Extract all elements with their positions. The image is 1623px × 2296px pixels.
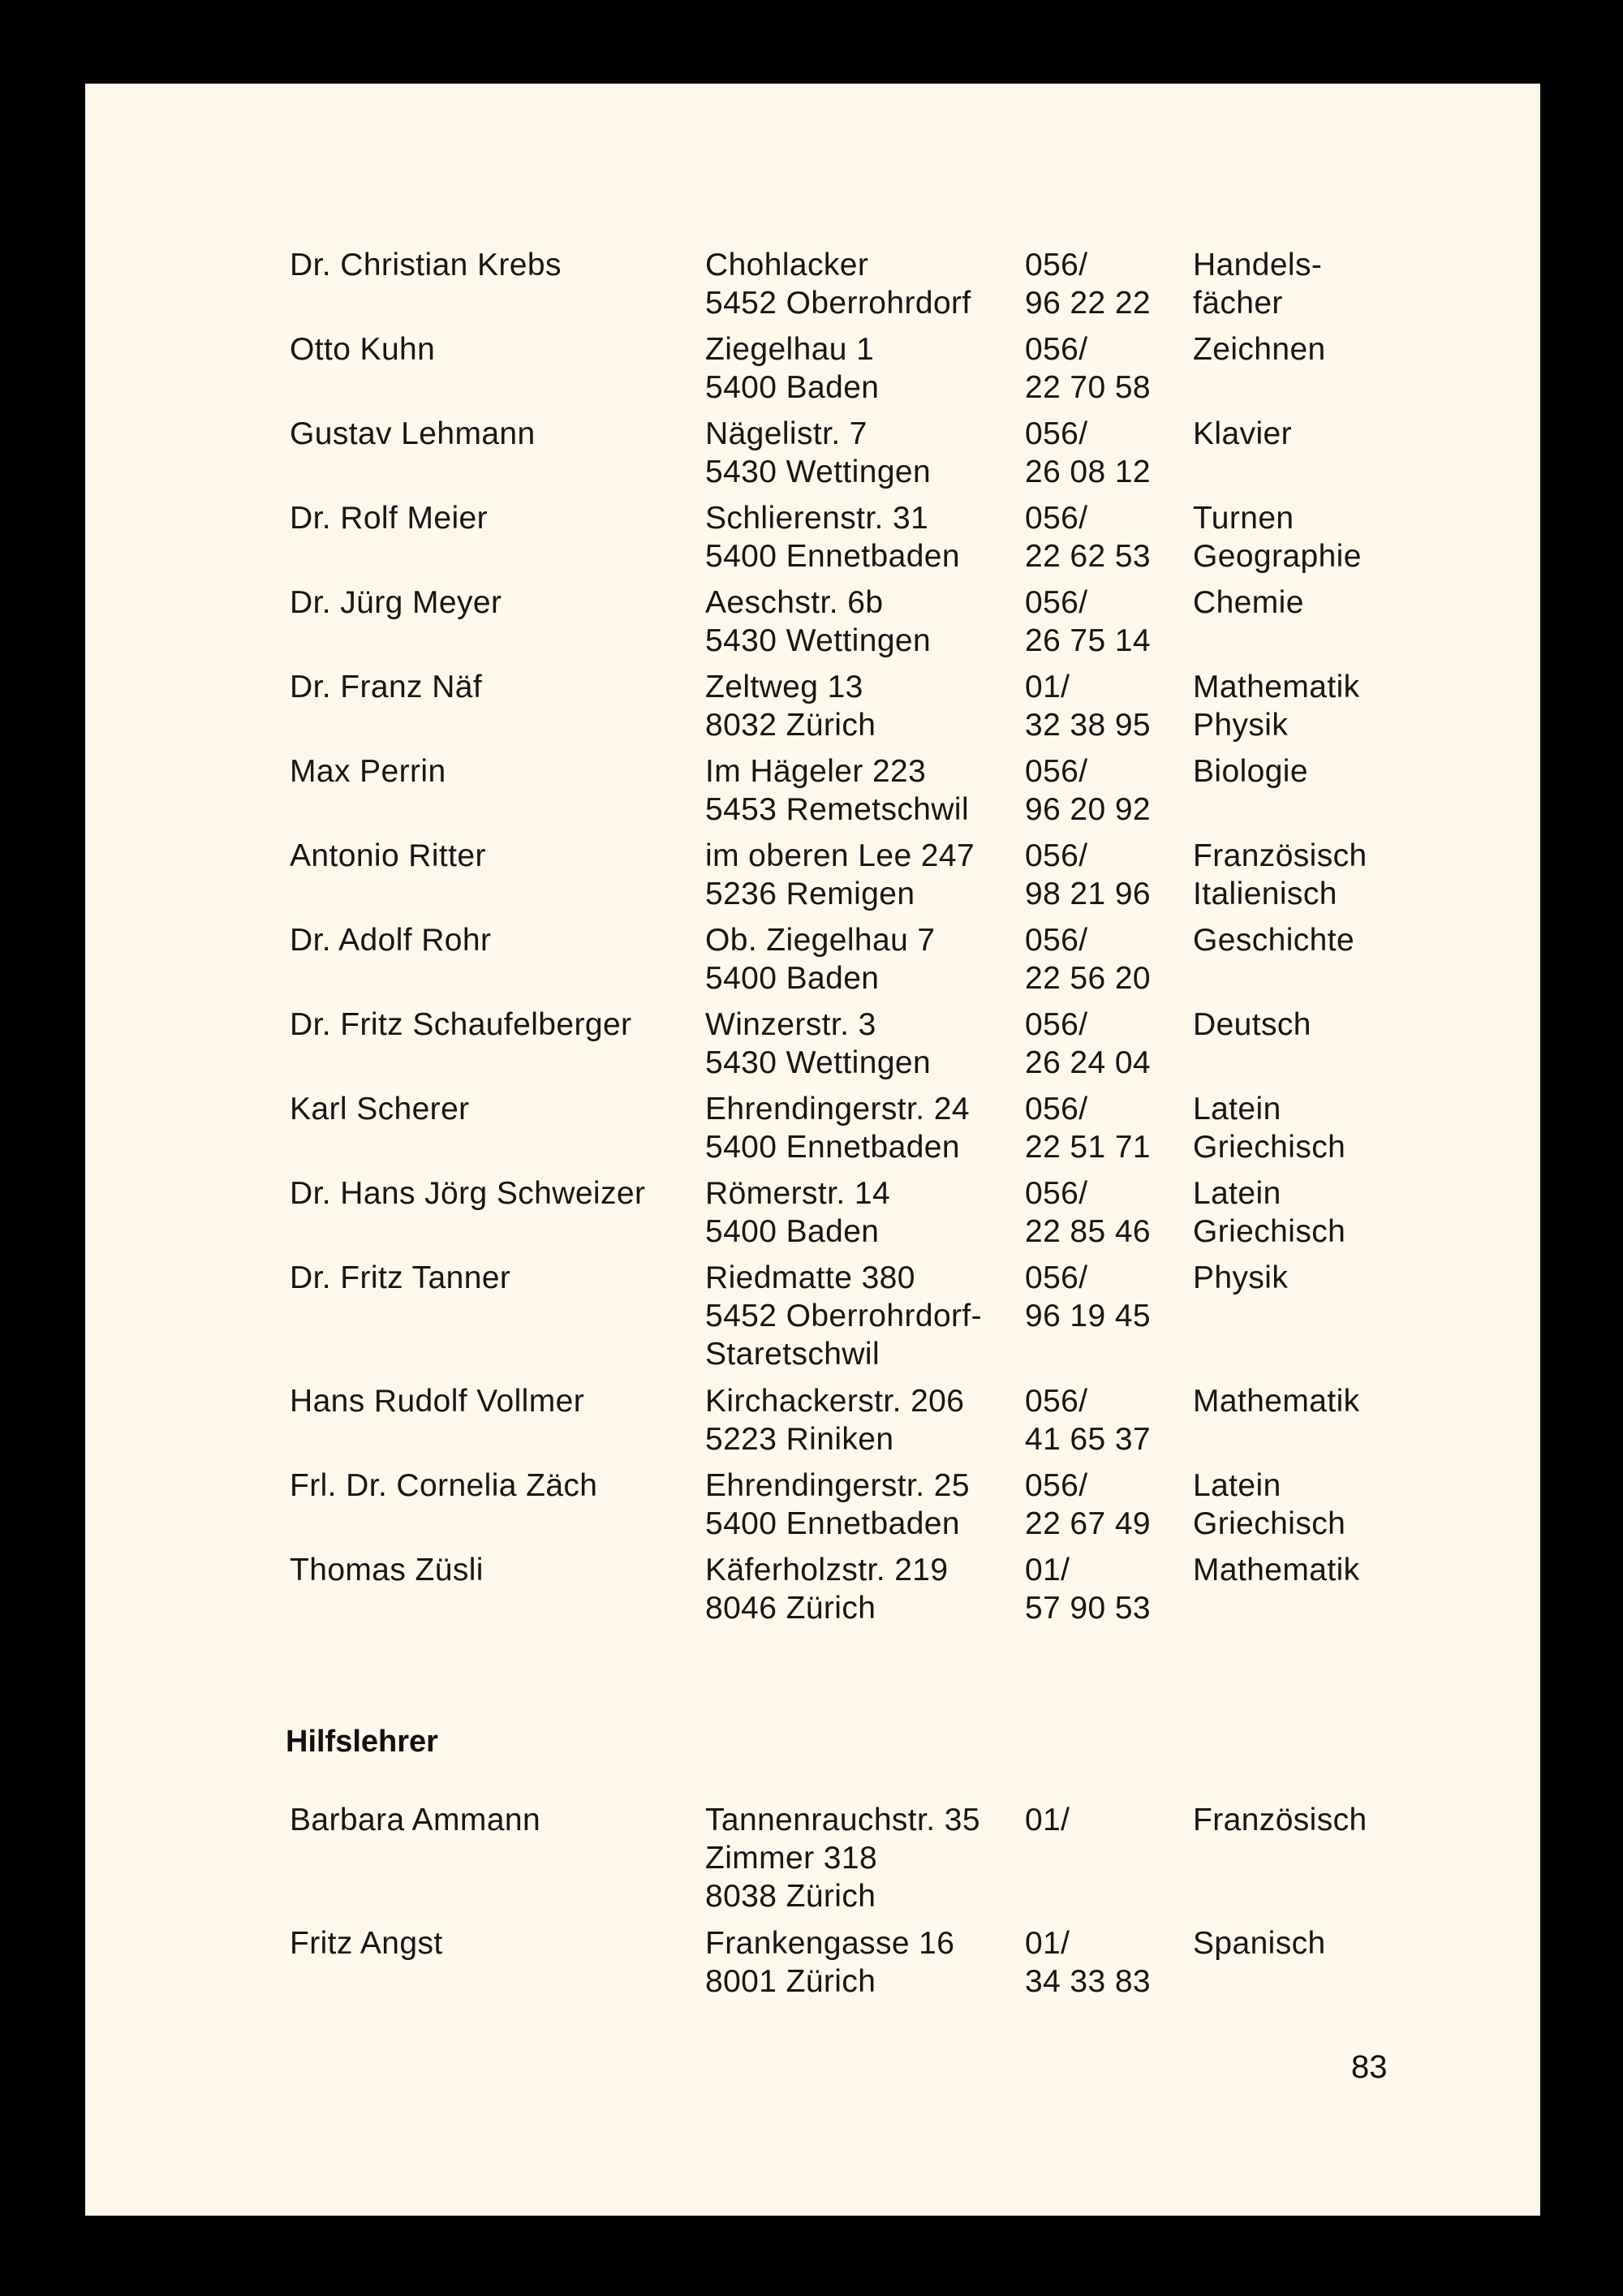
phone-line: 01/ [1025, 670, 1070, 704]
phone-cell [1025, 921, 1151, 997]
person-name: Dr. Jürg Meyer [290, 585, 502, 620]
person-name: Dr. Rolf Meier [290, 501, 488, 536]
phone-cell [1025, 330, 1151, 407]
subjects-line: Physik [1193, 1260, 1289, 1295]
phone-cell [1025, 499, 1151, 575]
subjects-line: Deutsch [1193, 1007, 1311, 1042]
address-cell [705, 415, 931, 491]
address-line: 5223 Riniken [705, 1422, 894, 1457]
phone-line: 056/ [1025, 1468, 1088, 1503]
subjects-line: Mathematik [1193, 1384, 1360, 1419]
phone-line: 57 90 53 [1025, 1591, 1152, 1626]
address-line: 5400 Ennetbaden [705, 539, 960, 574]
address-line: Ehrendingerstr. 25 [705, 1468, 970, 1503]
phone-line: 96 20 92 [1025, 792, 1152, 827]
phone-line: 01/ [1025, 1803, 1070, 1837]
phone-line: 056/ [1025, 501, 1088, 536]
address-line: Zeltweg 13 [705, 670, 863, 704]
address-line: Nägelistr. 7 [705, 416, 867, 451]
address-cell [705, 752, 969, 829]
phone-cell [1025, 415, 1151, 491]
address-line: Im Hägeler 223 [705, 754, 927, 789]
phone-cell [1025, 1551, 1151, 1627]
subjects-line: fächer [1193, 286, 1283, 321]
address-cell [705, 584, 931, 660]
address-line: Schlierenstr. 31 [705, 501, 929, 536]
person-name: Hans Rudolf Vollmer [290, 1384, 585, 1419]
subjects-line: Turnen [1193, 501, 1294, 536]
subjects-line: Physik [1193, 708, 1289, 743]
phone-cell [1025, 246, 1151, 322]
phone-line: 96 22 22 [1025, 286, 1152, 321]
address-line: Riedmatte 380 [705, 1260, 915, 1295]
address-cell [705, 1382, 964, 1458]
phone-line: 26 24 04 [1025, 1045, 1152, 1080]
subjects-cell [1193, 584, 1304, 622]
phone-line: 056/ [1025, 1092, 1088, 1126]
person-name: Gustav Lehmann [290, 416, 536, 451]
phone-cell [1025, 584, 1151, 660]
subjects-cell [1193, 1551, 1360, 1589]
phone-line: 056/ [1025, 754, 1088, 789]
phone-cell [1025, 1174, 1151, 1251]
address-cell [705, 1090, 970, 1166]
subjects-line: Zeichnen [1193, 332, 1326, 367]
address-cell [705, 330, 879, 407]
subjects-line: Griechisch [1193, 1214, 1346, 1249]
phone-cell [1025, 1467, 1151, 1543]
address-line: 5430 Wettingen [705, 454, 932, 489]
address-line: Ehrendingerstr. 24 [705, 1092, 970, 1126]
address-line: im oberen Lee 247 [705, 838, 975, 873]
address-line: 5400 Ennetbaden [705, 1130, 960, 1165]
address-line: 5430 Wettingen [705, 1045, 932, 1080]
subjects-cell [1193, 921, 1354, 959]
address-line: 5453 Remetschwil [705, 792, 970, 827]
address-cell [705, 246, 971, 322]
address-line: Zimmer 318 [705, 1841, 878, 1876]
subjects-line: Chemie [1193, 585, 1304, 620]
phone-line: 22 62 53 [1025, 539, 1152, 574]
section-title: Hilfslehrer [286, 1725, 438, 1759]
address-cell [705, 1551, 948, 1627]
address-line: Ob. Ziegelhau 7 [705, 923, 936, 958]
phone-line: 056/ [1025, 1007, 1088, 1042]
phone-line: 22 56 20 [1025, 961, 1152, 996]
subjects-cell [1193, 1467, 1345, 1543]
address-line: 8038 Zürich [705, 1879, 876, 1914]
subjects-cell [1193, 1259, 1288, 1297]
address-line: Ziegelhau 1 [705, 332, 875, 367]
address-line: 8032 Zürich [705, 708, 876, 743]
phone-cell [1025, 1006, 1151, 1082]
phone-line: 22 70 58 [1025, 370, 1152, 405]
address-cell [705, 1801, 980, 1915]
phone-cell [1025, 1259, 1151, 1335]
address-line: 5452 Oberrohrdorf- [705, 1299, 983, 1333]
subjects-line: Latein [1193, 1468, 1281, 1503]
subjects-line: Klavier [1193, 416, 1293, 451]
phone-cell [1025, 1801, 1070, 1839]
phone-line: 96 19 45 [1025, 1299, 1152, 1333]
subjects-cell [1193, 415, 1292, 453]
subjects-cell [1193, 668, 1360, 744]
address-line: Kirchackerstr. 206 [705, 1384, 965, 1419]
subjects-cell [1193, 1801, 1367, 1839]
address-line: 5400 Baden [705, 1214, 880, 1249]
subjects-line: Handels- [1193, 248, 1323, 282]
subjects-line: Geschichte [1193, 923, 1355, 958]
subjects-line: Französisch [1193, 838, 1367, 873]
address-line: 5430 Wettingen [705, 623, 932, 658]
subjects-cell [1193, 330, 1326, 368]
subjects-cell [1193, 837, 1367, 913]
address-line: Frankengasse 16 [705, 1926, 955, 1961]
phone-cell [1025, 1090, 1151, 1166]
subjects-line: Französisch [1193, 1803, 1367, 1837]
address-cell [705, 499, 960, 575]
address-line: Tannenrauchstr. 35 [705, 1803, 980, 1837]
phone-line: 056/ [1025, 923, 1088, 958]
address-line: 5400 Baden [705, 961, 880, 996]
phone-line: 056/ [1025, 1260, 1088, 1295]
phone-cell [1025, 1924, 1151, 2001]
subjects-line: Spanisch [1193, 1926, 1326, 1961]
person-name: Thomas Züsli [290, 1553, 484, 1587]
phone-line: 22 67 49 [1025, 1506, 1152, 1541]
subjects-cell [1193, 1006, 1311, 1044]
address-line: 5400 Baden [705, 370, 880, 405]
phone-line: 98 21 96 [1025, 877, 1152, 911]
subjects-line: Griechisch [1193, 1506, 1346, 1541]
phone-line: 22 85 46 [1025, 1214, 1152, 1249]
subjects-line: Biologie [1193, 754, 1308, 789]
phone-line: 056/ [1025, 332, 1088, 367]
phone-line: 056/ [1025, 1176, 1088, 1211]
person-name: Dr. Franz Näf [290, 670, 483, 704]
phone-line: 01/ [1025, 1553, 1070, 1587]
person-name: Dr. Hans Jörg Schweizer [290, 1176, 646, 1211]
person-name: Fritz Angst [290, 1926, 443, 1961]
subjects-line: Mathematik [1193, 670, 1360, 704]
subjects-line: Mathematik [1193, 1553, 1360, 1587]
address-cell [705, 921, 936, 997]
person-name: Otto Kuhn [290, 332, 436, 367]
phone-line: 056/ [1025, 585, 1088, 620]
subjects-cell [1193, 1174, 1345, 1251]
address-cell [705, 1006, 931, 1082]
phone-cell [1025, 752, 1151, 829]
phone-line: 22 51 71 [1025, 1130, 1152, 1165]
person-name: Barbara Ammann [290, 1803, 541, 1837]
person-name: Frl. Dr. Cornelia Zäch [290, 1468, 598, 1503]
address-line: Käferholzstr. 219 [705, 1553, 949, 1587]
phone-line: 056/ [1025, 416, 1088, 451]
address-cell [705, 1467, 970, 1543]
address-cell [705, 668, 876, 744]
subjects-cell [1193, 499, 1362, 575]
phone-line: 26 75 14 [1025, 623, 1152, 658]
subjects-line: Italienisch [1193, 877, 1337, 911]
phone-line: 26 08 12 [1025, 454, 1152, 489]
phone-line: 056/ [1025, 838, 1088, 873]
phone-cell [1025, 837, 1151, 913]
subjects-line: Geographie [1193, 539, 1362, 574]
address-cell [705, 1174, 890, 1251]
person-name: Antonio Ritter [290, 838, 486, 873]
address-line: 5400 Ennetbaden [705, 1506, 960, 1541]
phone-line: 32 38 95 [1025, 708, 1152, 743]
address-line: Aeschstr. 6b [705, 585, 884, 620]
phone-line: 056/ [1025, 248, 1088, 282]
phone-line: 056/ [1025, 1384, 1088, 1419]
person-name: Karl Scherer [290, 1092, 470, 1126]
address-line: 8001 Zürich [705, 1964, 876, 1999]
page-number: 83 [1351, 2049, 1388, 2085]
phone-line: 34 33 83 [1025, 1964, 1152, 1999]
address-line: Winzerstr. 3 [705, 1007, 876, 1042]
address-line: Chohlacker [705, 248, 869, 282]
subjects-line: Griechisch [1193, 1130, 1346, 1165]
subjects-line: Latein [1193, 1092, 1281, 1126]
address-line: Römerstr. 14 [705, 1176, 891, 1211]
address-line: 5236 Remigen [705, 877, 915, 911]
subjects-cell [1193, 246, 1322, 322]
subjects-cell [1193, 1090, 1345, 1166]
person-name: Dr. Fritz Tanner [290, 1260, 511, 1295]
person-name: Max Perrin [290, 754, 446, 789]
subjects-cell [1193, 1924, 1326, 1962]
address-cell [705, 1259, 982, 1373]
phone-line: 41 65 37 [1025, 1422, 1152, 1457]
person-name: Dr. Fritz Schaufelberger [290, 1007, 632, 1042]
address-cell [705, 1924, 954, 2001]
person-name: Dr. Christian Krebs [290, 248, 562, 282]
phone-line: 01/ [1025, 1926, 1070, 1961]
address-line: 8046 Zürich [705, 1591, 876, 1626]
subjects-cell [1193, 752, 1308, 790]
address-line: 5452 Oberrohrdorf [705, 286, 971, 321]
address-line: Staretschwil [705, 1337, 880, 1372]
phone-cell [1025, 1382, 1151, 1458]
person-name: Dr. Adolf Rohr [290, 923, 492, 958]
subjects-line: Latein [1193, 1176, 1281, 1211]
phone-cell [1025, 668, 1151, 744]
address-cell [705, 837, 975, 913]
subjects-cell [1193, 1382, 1360, 1420]
